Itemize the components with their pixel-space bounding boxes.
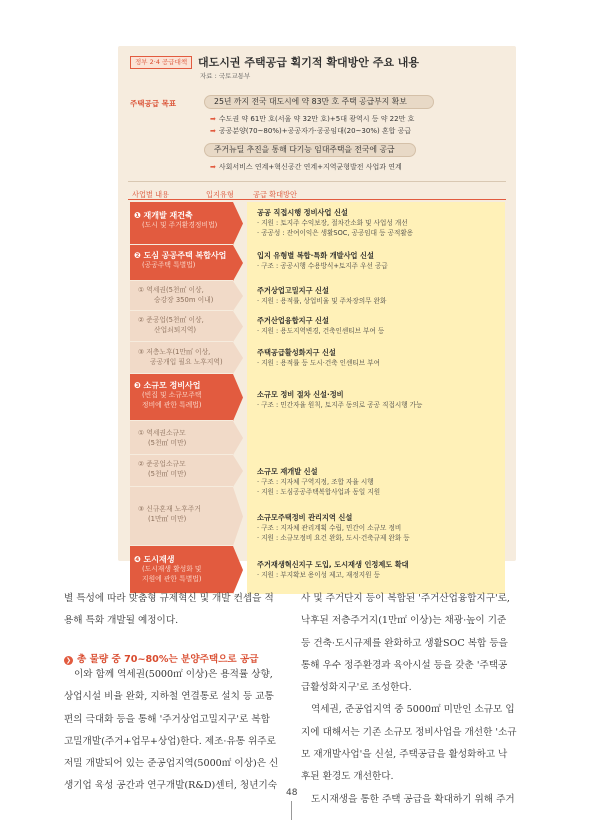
arrow-right-icon bbox=[233, 421, 243, 455]
policy-panel: 주거상업고밀지구 신설 · 지원 : 용적률, 상업비율 및 주차장의무 완화 bbox=[247, 281, 505, 311]
infographic-title: 대도시권 주택공급 획기적 확대방안 주요 내용 bbox=[198, 56, 420, 69]
page-rule bbox=[291, 801, 292, 820]
left-item: ❶ 재개발 재건축 (도시 및 주거환경정비법) bbox=[130, 202, 233, 245]
arrow-right-icon bbox=[233, 245, 243, 281]
left-subitem: ② 준공업(5천㎡ 이상, 산업쇠퇴지역) bbox=[130, 311, 233, 342]
column-header-middle: 입지유형 bbox=[206, 190, 234, 199]
goal-line: ➡ 수도권 약 61만 호(서울 약 32만 호)+5대 광역시 등 약 22만 호 bbox=[210, 115, 415, 123]
section-subhead: ❯ 총 물량 중 70~80%는 분양주택으로 공급 bbox=[65, 654, 259, 665]
policy-panel: 입지 유형별 복합·특화 개발사업 신설 · 구조 : 공공시행 수용방식+토지주 우선 공급 bbox=[247, 245, 505, 281]
body-paragraph: 별 특성에 따라 맞춤형 규제혁신 및 개발 컨셉을 적 용해 특화 개발될 예정이다. bbox=[64, 593, 274, 627]
arrow-right-icon bbox=[233, 202, 243, 245]
policy-panel: 소규모 정비 절차 신설·정비 · 구조 : 민간자율 원칙, 토지주 동의로 공공 직접시행 가능 bbox=[247, 374, 505, 455]
header-tag: 정부 2·4 공급대책 bbox=[130, 56, 192, 69]
goal-line: ➡ 사회서비스 연계+혁신공간 연계+지역균형발전 사업과 연계 bbox=[210, 163, 402, 171]
policy-panel: 주택공급활성화지구 신설 · 지원 : 용적률 등 도시·건축 인센티브 부여 bbox=[247, 342, 505, 374]
left-item: ❷ 도심 공공주택 복합사업 (공공주택 특별법) bbox=[130, 245, 233, 281]
page-number: 48 bbox=[286, 788, 298, 798]
policy-panel: 주거산업융합지구 신설 · 지원 : 용도지역변경, 건축인센티브 부여 등 bbox=[247, 311, 505, 342]
left-subitem: ③ 저층노후(1만㎡ 이상, 공공개입 필요 노후지역) bbox=[130, 342, 233, 374]
source-note: 자료 : 국토교통부 bbox=[200, 72, 251, 80]
policy-panel: 공공 직접시행 정비사업 신설 · 지원 : 토지주 수익보장, 절차간소화 및 사업성 개선 · 공공성 : 잔여이익은 생활SOC, 공공임대 등 공적활용 bbox=[247, 202, 505, 245]
arrow-right-icon bbox=[233, 374, 243, 421]
arrow-right-icon bbox=[233, 455, 243, 487]
arrow-right-icon: ➡ bbox=[210, 127, 216, 135]
left-subitem: ① 역세권소규모 (5천㎡ 미만) bbox=[130, 421, 233, 455]
goal-pill-secondary: 주거뉴딜 추진을 통해 다기능 임대주택을 전국에 공급 bbox=[204, 143, 416, 157]
column-header-left: 사업별 내용 bbox=[132, 190, 170, 199]
arrow-right-icon bbox=[233, 281, 243, 311]
left-item: ❹ 도시재생 (도시재생 활성화 및 지원에 관한 특별법) bbox=[130, 546, 233, 594]
left-subitem: ② 준공업소규모 (5천㎡ 미만) bbox=[130, 455, 233, 487]
policy-panel: 소규모 재개발 신설 · 구조 : 지자체 구역지정, 조합 자율 시행 · 지원 : 도심공공주택복합사업과 동일 지원 bbox=[247, 455, 505, 509]
column-header-rule bbox=[128, 199, 506, 200]
body-paragraph: 사 및 주거단지 등이 복합된 '주거산업융합지구'로, 낙후된 저층주거지(1만㎡ 이상)는 채광·높이 기준 등 건축·도시규제를 완화하고 생활SOC 복합 등을 통해 우수 정주환경과 육아시설 등을 갖춘 '주택공 급활성화지구'로 조성한다. 역세권, 준공업지역 중 5000㎡ 미만인 소규모 입 지에 대해서는 기존 소규모 정비사업을 개선한 '소규 모 재개발사업'을 신설, 주택공급을 활성화하고 낙 후된 환경도 개선한다. 도시재생을 통한 주택 공급을 확대하기 위해 주거 bbox=[301, 593, 517, 805]
policy-panel: 소규모주택정비 관리지역 신설 · 구조 : 지자체 관리계획 수립, 민간이 소규모 정비 · 지원 : 소규모정비 요건 완화, 도시·건축규제 완화 등 bbox=[247, 509, 505, 546]
left-item: ❸ 소규모 정비사업 (빈집 및 소규모주택 정비에 관한 특례법) bbox=[130, 374, 233, 421]
arrow-right-icon: ➡ bbox=[210, 163, 216, 171]
policy-infographic bbox=[118, 46, 516, 583]
connector-arrows bbox=[233, 202, 247, 594]
arrow-right-icon bbox=[233, 342, 243, 374]
goal-label: 주택공급 목표 bbox=[130, 99, 177, 108]
chevron-right-icon: ❯ bbox=[65, 657, 72, 664]
arrow-right-icon bbox=[233, 487, 243, 546]
body-paragraph: 이와 함께 역세권(5000㎡ 이상)은 용적률 상향, 상업시설 비율 완화, 지하철 연결통로 설치 등 교통 편의 극대화 등을 통해 '주거상업고밀지구'로 복합 고밀개발(주거+업무+상업)한다. 제조·유통 위주로 저밀 개발되어 있는 준공업지역(5000㎡ 이상)은 신 생기업 육성 공간과 연구개발(R&D)센터, 청년기숙 bbox=[64, 669, 279, 792]
goal-pill-primary: 25년 까지 전국 대도시에 약 83만 호 주택 공급부지 확보 bbox=[204, 95, 434, 109]
policy-panel: 주거재생혁신지구 도입, 도시재생 인정제도 확대 · 지원 : 부지확보 용이성 제고, 재정지원 등 bbox=[247, 546, 505, 594]
arrow-right-icon bbox=[233, 546, 243, 594]
left-subitem: ③ 신규혼재 노후주거 (1만㎡ 미만) bbox=[130, 487, 233, 546]
column-header-right: 공급 확대방안 bbox=[253, 190, 297, 199]
arrow-right-icon bbox=[233, 311, 243, 342]
left-subitem: ① 역세권(5천㎡ 이상, 승강장 350m 이내) bbox=[130, 281, 233, 311]
goal-line: ➡ 공공분양(70~80%)+공공자가·공공임대(20~30%) 혼합 공급 bbox=[210, 127, 412, 135]
divider bbox=[128, 181, 506, 182]
arrow-right-icon: ➡ bbox=[210, 115, 216, 123]
